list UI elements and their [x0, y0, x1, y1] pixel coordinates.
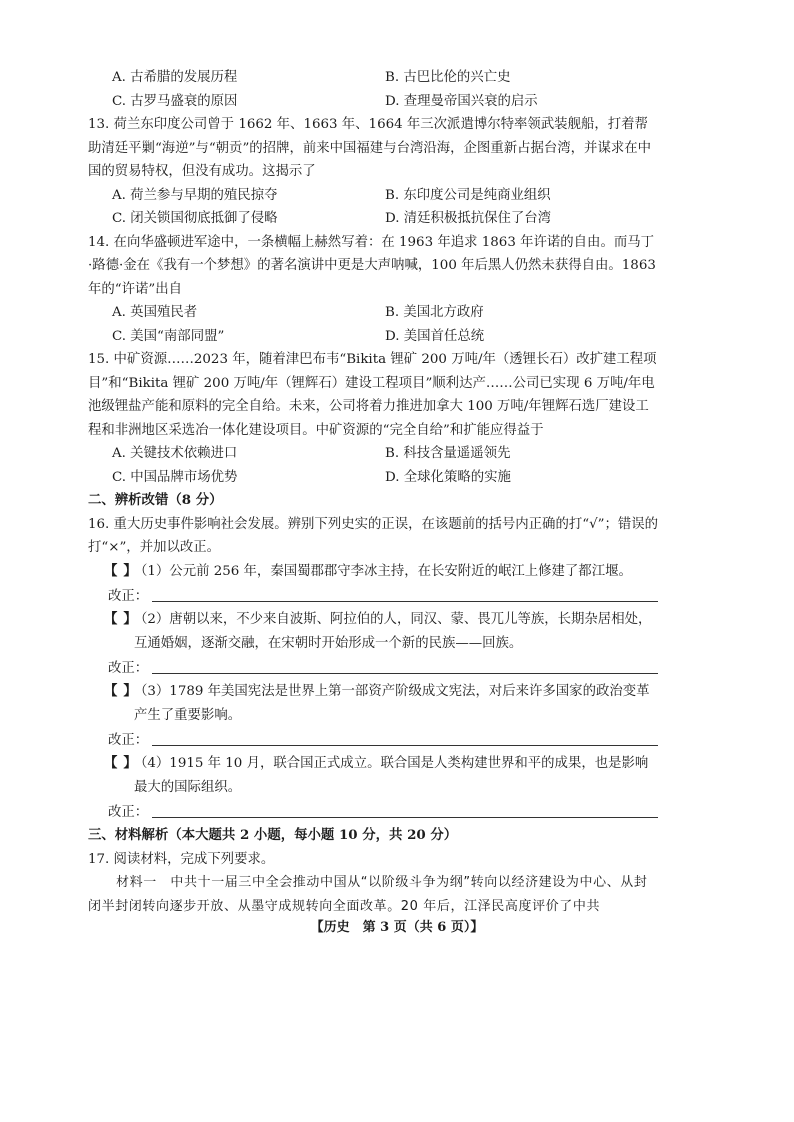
- q14-option-c: C. 美国“南部同盟”: [112, 328, 225, 344]
- q15-options-row2: [88, 466, 658, 490]
- answer-bracket[interactable]: 【】: [104, 611, 143, 627]
- q16-correction-2: [88, 655, 658, 680]
- answer-bracket[interactable]: 【】: [104, 683, 143, 699]
- q16-correction-3: [88, 727, 658, 752]
- q16-item-4: [88, 752, 658, 799]
- q13-option-c: C. 闭关锁国彻底抵御了侵略: [112, 211, 278, 226]
- correction-answer-line[interactable]: [152, 601, 658, 602]
- q16-item-2: [88, 608, 658, 655]
- q12-options-row1: [88, 66, 658, 90]
- q12-option-d: D. 查理曼帝国兴衰的启示: [385, 93, 538, 109]
- q15-option-a: A. 关键技术依赖进口: [112, 446, 238, 461]
- q16-correction-4: [88, 799, 658, 824]
- q13-option-d: D. 清廷积极抵抗保住了台湾: [385, 211, 552, 226]
- q12-option-a: A. 古希腊的发展历程: [112, 70, 238, 85]
- correction-label: 改正：: [108, 588, 149, 604]
- q14-option-d: D. 美国首任总统: [385, 328, 485, 344]
- q16-item-text: （1）公元前 256 年，秦国蜀郡郡守李冰主持，在长安附近的岷江上修建了都江堰。: [134, 563, 632, 579]
- correction-answer-line[interactable]: [152, 817, 658, 818]
- correction-label: 改正：: [108, 732, 149, 748]
- q16-item-1: [88, 560, 658, 584]
- q14-options-row1: [88, 301, 658, 325]
- q15-options-row1: [88, 442, 658, 466]
- q15-option-b: B. 科技含量遥遥领先: [385, 446, 511, 461]
- q13-stem: 13. 荷兰东印度公司曾于 1662 年、1663 年、1664 年三次派遣博尔特率领武装舰船，打着帮助清廷平剿“海逆”与“朝贡”的招牌，前来中国福建与台湾沿海，企图重新占据台湾，并谋求在中国的贸易特权，但没有成功。这揭示了: [88, 117, 652, 179]
- q14-option-a: A. 英国殖民者: [112, 305, 198, 320]
- answer-bracket[interactable]: 【】: [104, 755, 143, 771]
- q14-options-row2: [88, 325, 658, 349]
- correction-label: 改正：: [108, 660, 149, 676]
- correction-label: 改正：: [108, 804, 149, 820]
- q16-stem: 16. 重大历史事件影响社会发展。辨别下列史实的正误，在该题前的括号内正确的打“√”；错误的打“×”，并加以改正。: [88, 516, 659, 555]
- q13-option-b: B. 东印度公司是纯商业组织: [385, 187, 551, 203]
- q13-option-a: A. 荷兰参与早期的殖民掠夺: [112, 187, 278, 203]
- q15-stem: 15. 中矿资源……2023 年，随着津巴布韦“Bikita 锂矿 200 万吨/年（透锂长石）改扩建工程项目”和“Bikita 锂矿 200 万吨/年（锂辉石）建设工程项目”顺利达产……公司已实现 6 万吨/年电池级锂盐产能和原料的完全自给。未来，公司将着力推进加拿大 100 万吨/年锂辉石选厂建设工程和非洲地区采选冶一体化建设项目。中矿资源的“完全自给”和扩能应得益于: [88, 352, 657, 438]
- q12-option-b: B. 古巴比伦的兴亡史: [385, 70, 511, 85]
- q16-item-3: [88, 680, 658, 727]
- correction-answer-line[interactable]: [152, 673, 658, 674]
- q16-correction-1: [88, 583, 658, 608]
- q16-item-text: （2）唐朝以来，不少来自波斯、阿拉伯的人，同汉、蒙、畏兀儿等族，长期杂居相处，互通婚姻，逐渐交融，在宋朝时开始形成一个新的民族——回族。: [134, 612, 652, 651]
- q16-item-text: （3）1789 年美国宪法是世界上第一部资产阶级成文宪法，对后来许多国家的政治变革产生了重要影响。: [134, 684, 650, 723]
- section-heading-3: 三、材料解析（本大题共 2 小题，每小题 10 分，共 20 分）: [88, 827, 458, 843]
- q16-item-text: （4）1915 年 10 月，联合国正式成立。联合国是人类构建世界和平的成果，也是影响最大的国际组织。: [134, 756, 649, 795]
- answer-bracket[interactable]: 【】: [104, 562, 143, 579]
- q12-options-row2: [88, 90, 658, 114]
- correction-answer-line[interactable]: [152, 745, 658, 746]
- q15-option-c: C. 中国品牌市场优势: [112, 469, 238, 485]
- q14-stem: 14. 在向华盛顿进军途中，一条横幅上赫然写着：在 1963 年追求 1863 年许诺的自由。而马丁·路德·金在《我有一个梦想》的著名演讲中更是大声呐喊，100 年后黑人仍然未获得自由。1863 年的“许诺”出自: [88, 234, 656, 297]
- q14-option-b: B. 美国北方政府: [385, 305, 484, 320]
- q17-material-1: 材料一 中共十一届三中全会推动中国从“以阶级斗争为纲”转向以经济建设为中心、从封闭半封闭转向逐步开放、从墨守成规转向全面改革。20 年后，江泽民高度评价了中共: [88, 875, 648, 914]
- q13-options-row1: [88, 184, 658, 208]
- q12-option-c: C. 古罗马盛衰的原因: [112, 93, 238, 109]
- page-footer: 【历史 第 3 页（共 6 页）】: [310, 920, 484, 935]
- q13-options-row2: [88, 207, 658, 231]
- q15-option-d: D. 全球化策略的实施: [385, 469, 511, 485]
- section-heading-2: 二、辨析改错（8 分）: [88, 492, 223, 508]
- q17-stem: 17. 阅读材料，完成下列要求。: [88, 851, 275, 867]
